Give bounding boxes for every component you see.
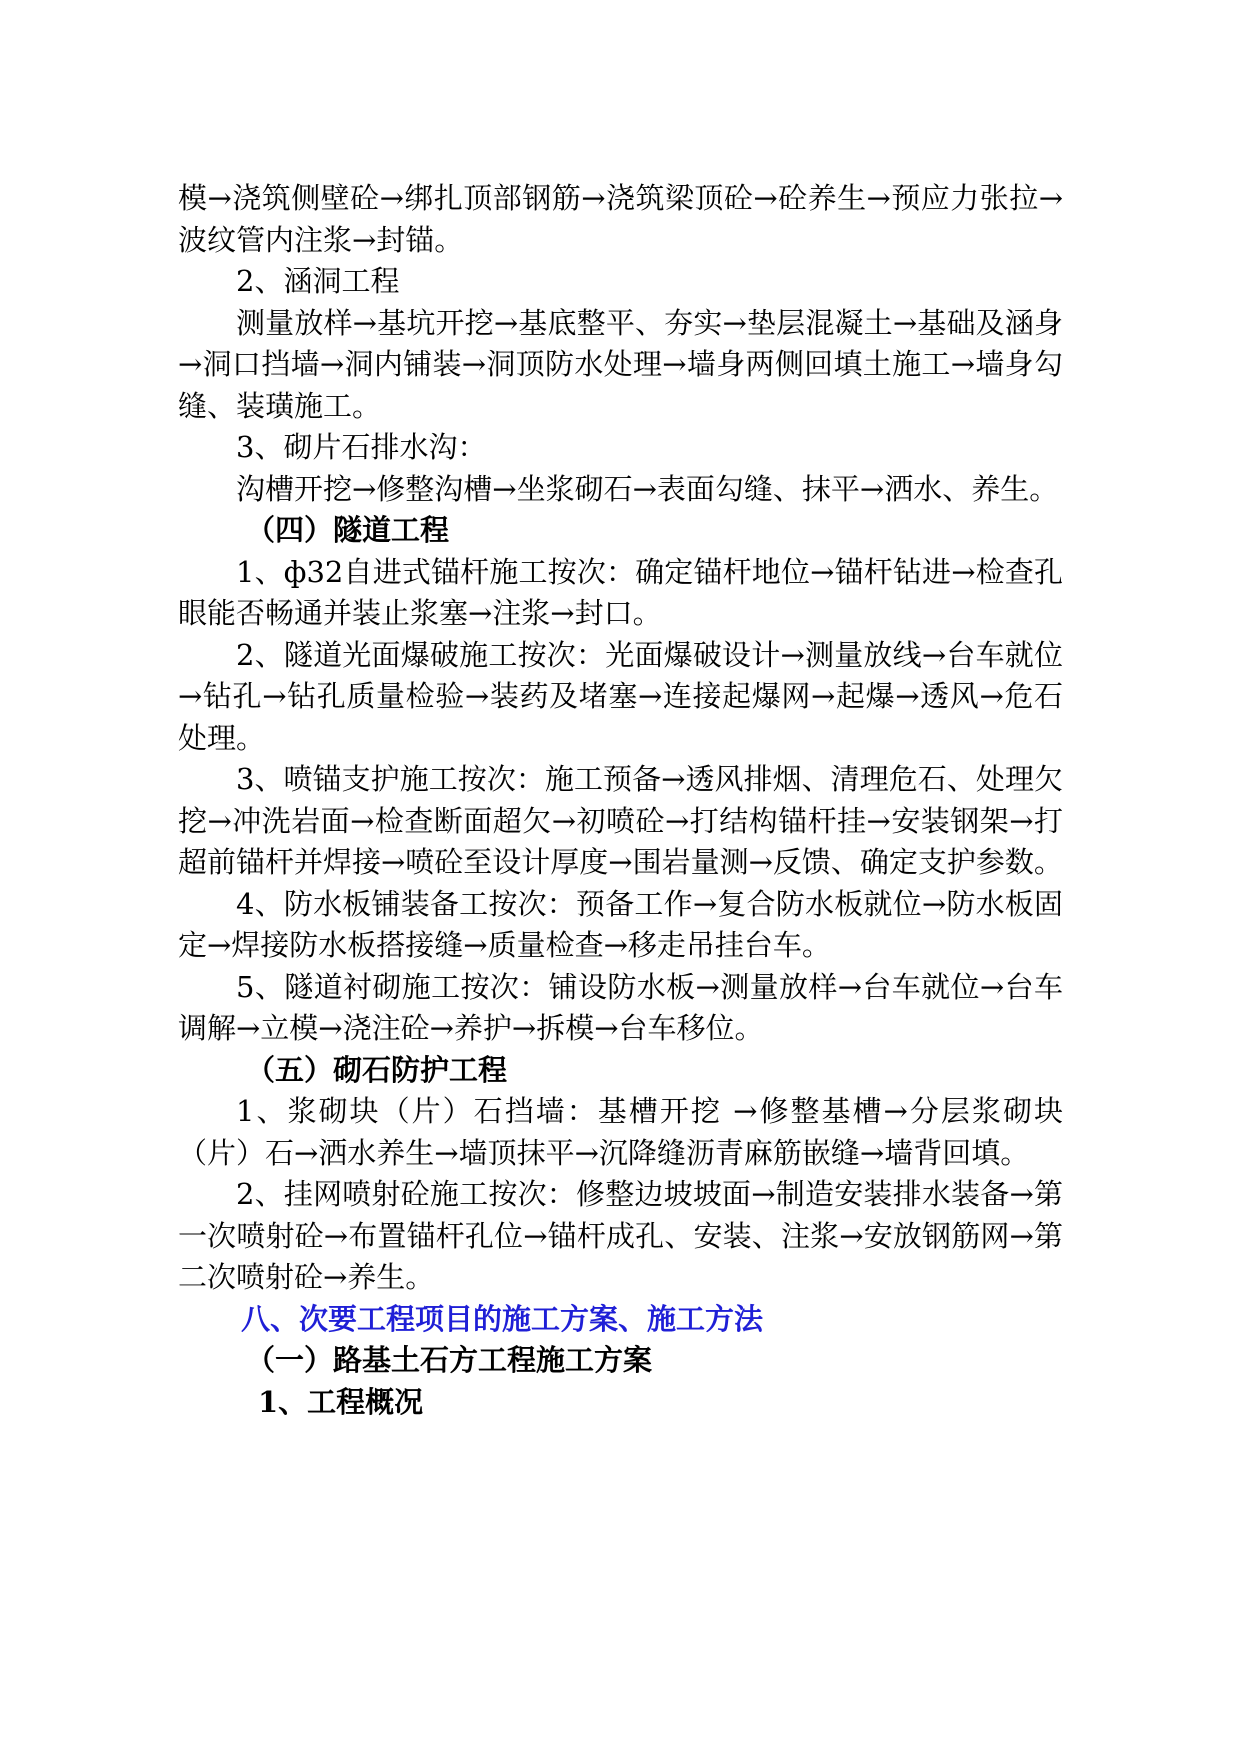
document-page — [178, 178, 1063, 1423]
section-heading-earthwork: （一）路基土石方工程施工方案 — [246, 1343, 653, 1377]
paragraph-shotcrete: 2、挂网喷射砼施工按次：修整边坡坡面→制造安装排水装备→第一次喷射砼→布置锚杆孔位→锚杆成孔、安装、注浆→安放钢筋网→第二次喷射砼→养生。 — [178, 1177, 1063, 1294]
section-heading-masonry: （五）砌石防护工程 — [246, 1052, 508, 1087]
paragraph-culvert-steps: 测量放样→基坑开挖→基底整平、夯实→垫层混凝土→基础及涵身→洞口挡墙→洞内铺装→洞顶防水处理→墙身两侧回填土施工→墙身勾缝、装璜施工。 — [178, 305, 1063, 423]
paragraph-tunnel-lining: 5、隧道衬砌施工按次：铺设防水板→测量放样→台车就位→台车调解→立模→浇注砼→养护→拆模→台车移位。 — [178, 969, 1063, 1045]
paragraph-tunnel-anchor: 1、ф32自进式锚杆施工按次：确定锚杆地位→锚杆钻进→检查孔眼能否畅通并装止浆塞→注浆→封口。 — [178, 554, 1063, 630]
paragraph-tunnel-waterproof: 4、防水板铺装备工按次：预备工作→复合防水板就位→防水板固定→焊接防水板搭接缝→质量检查→移走吊挂台车。 — [178, 886, 1063, 962]
paragraph-continuation: 模→浇筑侧壁砼→绑扎顶部钢筋→浇筑梁顶砼→砼养生→预应力张拉→波纹管内注浆→封锚。 — [178, 181, 1063, 257]
item-culvert-title: 2、涵洞工程 — [236, 264, 400, 298]
item-drain-title: 3、砌片石排水沟： — [236, 430, 487, 464]
chapter-heading: 八、次要工程项目的施工方案、施工方法 — [241, 1301, 764, 1336]
section-heading-tunnel: （四）隧道工程 — [246, 513, 450, 547]
subsection-heading-overview: 1、工程概况 — [258, 1384, 424, 1419]
paragraph-tunnel-blasting: 2、隧道光面爆破施工按次：光面爆破设计→测量放线→台车就位→钻孔→钻孔质量检验→装药及堵塞→连接起爆网→起爆→透风→危石处理。 — [178, 637, 1063, 755]
paragraph-tunnel-support: 3、喷锚支护施工按次：施工预备→透风排烟、清理危石、处理欠挖→冲洗岩面→检查断面超欠→初喷砼→打结构锚杆挂→安装钢架→打超前锚杆并焊接→喷砼至设计厚度→围岩量测→反馈、确定支护参数。 — [178, 762, 1063, 879]
paragraph-drain-steps: 沟槽开挖→修整沟槽→坐浆砌石→表面勾缝、抹平→洒水、养生。 — [236, 471, 1059, 506]
paragraph-retaining-wall: 1、浆砌块（片）石挡墙：基槽开挖 →修整基槽→分层浆砌块（片）石→洒水养生→墙顶抹平→沉降缝沥青麻筋嵌缝→墙背回填。 — [178, 1094, 1063, 1170]
